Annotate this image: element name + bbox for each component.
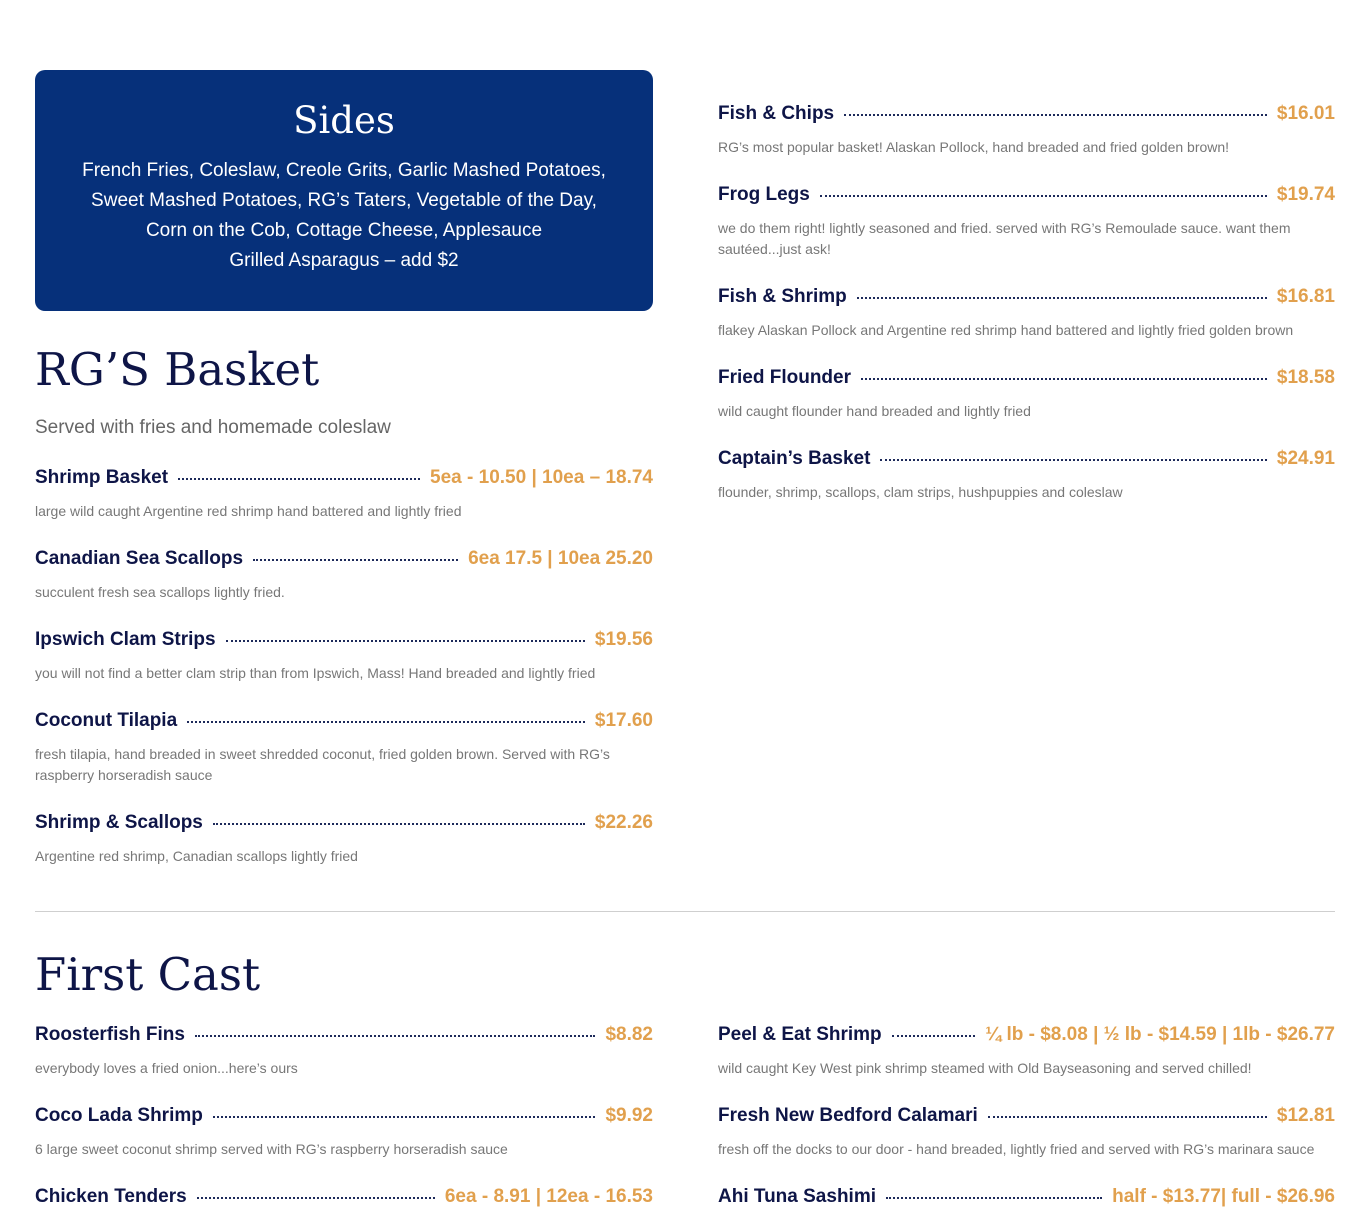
dot-leader — [844, 114, 1267, 116]
item-name: Fish & Shrimp — [718, 286, 847, 307]
dot-leader — [197, 1197, 435, 1199]
menu-item — [35, 808, 653, 867]
item-description: everybody loves a fried onion...here’s ours — [35, 1060, 298, 1076]
item-price: $16.01 — [1276, 103, 1335, 124]
item-name: Peel & Eat Shrimp — [718, 1024, 882, 1045]
item-price: half - $13.77| full - $26.96 — [1112, 1186, 1335, 1207]
menu-item — [718, 363, 1335, 422]
menu-item — [35, 463, 653, 522]
sides-list: French Fries, Coleslaw, Creole Grits, Garlic Mashed Potatoes, Sweet Mashed Potatoes, RG’s Taters, Vegetable of the Day, Corn on the Cob, Cottage Cheese, Applesauce — [82, 160, 606, 241]
sides-title: Sides — [293, 99, 395, 142]
item-description: wild caught Key West pink shrimp steamed with Old Bayseasoning and served chilled! — [718, 1060, 1252, 1076]
item-name: Frog Legs — [718, 184, 810, 205]
sides-panel — [35, 70, 653, 311]
menu-item — [718, 180, 1335, 260]
item-description: we do them right! lightly seasoned and fried. served with RG’s Remoulade sauce. want them sautéed...just ask! — [718, 220, 1291, 257]
item-description: RG’s most popular basket! Alaskan Pollock, hand breaded and fried golden brown! — [718, 139, 1230, 155]
item-description: succulent fresh sea scallops lightly fried. — [35, 584, 285, 600]
first-cast-title: First Cast — [35, 948, 261, 1001]
item-price: $8.82 — [605, 1024, 653, 1045]
dot-leader — [988, 1116, 1267, 1118]
item-name: Ahi Tuna Sashimi — [718, 1186, 877, 1207]
item-name: Shrimp & Scallops — [35, 812, 203, 833]
item-price: $19.56 — [594, 629, 653, 650]
dot-leader — [195, 1035, 596, 1037]
item-name: Captain’s Basket — [718, 448, 871, 469]
item-price: $9.92 — [605, 1105, 653, 1126]
section-divider — [35, 911, 1335, 912]
dot-leader — [226, 640, 585, 642]
menu-item — [718, 1182, 1335, 1212]
dot-leader — [861, 378, 1267, 380]
dot-leader — [253, 559, 458, 561]
basket-title: RG’S Basket — [35, 343, 320, 396]
sides-text — [69, 156, 619, 276]
dot-leader — [187, 721, 585, 723]
item-description: you will not find a better clam strip than from Ipswich, Mass! Hand breaded and lightly fried — [35, 665, 596, 681]
item-price: 5ea - 10.50 | 10ea – 18.74 — [430, 467, 653, 488]
item-description: flounder, shrimp, scallops, clam strips, hushpuppies and coleslaw — [718, 484, 1123, 500]
item-price: $22.26 — [594, 812, 653, 833]
menu-item — [718, 282, 1335, 341]
item-name: Fish & Chips — [718, 103, 835, 124]
item-name: Fresh New Bedford Calamari — [718, 1105, 978, 1126]
menu-item — [718, 444, 1335, 503]
item-description: wild caught flounder hand breaded and lightly fried — [718, 403, 1031, 419]
menu-item — [35, 544, 653, 603]
item-price: $12.81 — [1276, 1105, 1335, 1126]
item-name: Coco Lada Shrimp — [35, 1105, 203, 1126]
menu-item — [35, 625, 653, 684]
menu-item — [718, 99, 1335, 158]
basket-subtitle: Served with fries and homemade coleslaw — [35, 417, 391, 438]
item-name: Shrimp Basket — [35, 467, 169, 488]
sides-extra: Grilled Asparagus – add $2 — [229, 250, 459, 271]
item-price: $19.74 — [1276, 184, 1335, 205]
item-description: Argentine red shrimp, Canadian scallops lightly fried — [35, 848, 358, 864]
item-price: $16.81 — [1276, 286, 1335, 307]
item-name: Chicken Tenders — [35, 1186, 187, 1207]
item-description: flakey Alaskan Pollock and Argentine red shrimp hand battered and lightly fried golden brown — [718, 322, 1294, 338]
item-price: $24.91 — [1276, 448, 1335, 469]
item-description: large wild caught Argentine red shrimp hand battered and lightly fried — [35, 503, 462, 519]
item-price: $17.60 — [594, 710, 653, 731]
dot-leader — [892, 1035, 976, 1037]
dot-leader — [213, 823, 585, 825]
menu-item — [35, 706, 653, 786]
dot-leader — [886, 1197, 1102, 1199]
dot-leader — [178, 478, 420, 480]
item-price: 6ea - 8.91 | 12ea - 16.53 — [444, 1186, 653, 1207]
item-price: 6ea 17.5 | 10ea 25.20 — [468, 548, 653, 569]
item-name: Coconut Tilapia — [35, 710, 178, 731]
menu-item — [718, 1020, 1335, 1079]
item-name: Roosterfish Fins — [35, 1024, 185, 1045]
menu-item — [35, 1020, 653, 1079]
item-price: ¼ lb - $8.08 | ½ lb - $14.59 | 1lb - $26.77 — [985, 1024, 1335, 1045]
menu-item — [35, 1182, 653, 1212]
item-description: fresh tilapia, hand breaded in sweet shredded coconut, fried golden brown. Served with RG’s raspberry horseradish sauce — [35, 746, 610, 783]
dot-leader — [857, 297, 1267, 299]
dot-leader — [820, 195, 1267, 197]
menu-item — [35, 1101, 653, 1160]
dot-leader — [213, 1116, 596, 1118]
item-description: fresh off the docks to our door - hand breaded, lightly fried and served with RG’s marinara sauce — [718, 1141, 1315, 1157]
menu-item — [718, 1101, 1335, 1160]
item-price: $18.58 — [1276, 367, 1335, 388]
dot-leader — [880, 459, 1266, 461]
item-name: Canadian Sea Scallops — [35, 548, 244, 569]
item-name: Ipswich Clam Strips — [35, 629, 216, 650]
item-description: 6 large sweet coconut shrimp served with RG’s raspberry horseradish sauce — [35, 1141, 508, 1157]
item-name: Fried Flounder — [718, 367, 851, 388]
